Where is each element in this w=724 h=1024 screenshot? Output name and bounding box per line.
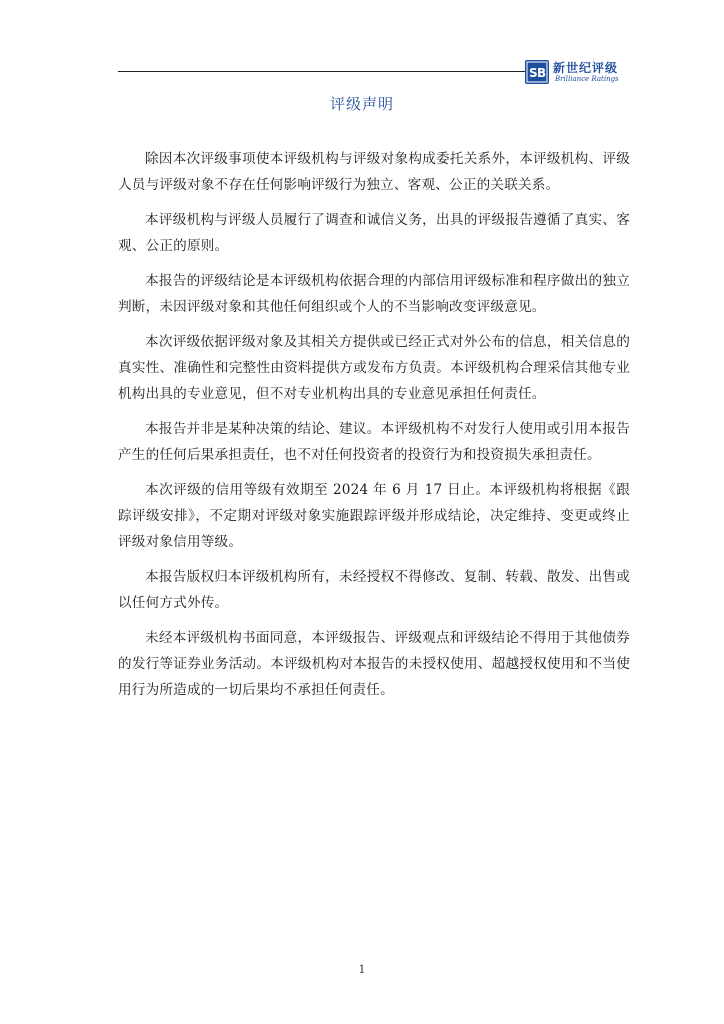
statement-paragraph-4: 本次评级依据评级对象及其相关方提供或已经正式对外公布的信息，相关信息的真实性、准确性和完整性由资料提供方或发布方负责。本评级机构合理采信其他专业机构出具的专业意见，但不对专业机构出具的专业意见承担任何责任。 [118,334,630,402]
statement-paragraph-3: 本报告的评级结论是本评级机构依据合理的内部信用评级标准和程序做出的独立判断，未因评级对象和其他任何组织或个人的不当影响改变评级意见。 [118,273,630,315]
svg-text:S: S [529,66,538,80]
header-divider [118,71,526,72]
company-logo [525,58,635,88]
statement-paragraph-2: 本评级机构与评级人员履行了调查和诚信义务，出具的评级报告遵循了真实、客观、公正的原则。 [118,212,630,254]
statement-paragraph-8: 未经本评级机构书面同意，本评级报告、评级观点和评级结论不得用于其他债券的发行等证券业务活动。本评级机构对本报告的未授权使用、超越授权使用和不当使用行为所造成的一切后果均不承担任何责任。 [118,630,630,698]
brilliance-ratings-sb-logo-icon [525,60,549,84]
statement-paragraph-1: 除因本次评级事项使本评级机构与评级对象构成委托关系外，本评级机构、评级人员与评级对象不存在任何影响评级行为独立、客观、公正的关联关系。 [118,151,630,193]
logo-name-chinese: 新世纪评级 [553,61,619,75]
svg-text:B: B [537,66,547,80]
statement-paragraph-6: 本次评级的信用等级有效期至 2024 年 6 月 17 日止。本评级机构将根据《跟踪评级安排》，不定期对评级对象实施跟踪评级并形成结论，决定维持、变更或终止评级对象信用等级。 [118,482,630,550]
page-number: 1 [358,963,366,976]
statement-paragraph-7: 本报告版权归本评级机构所有，未经授权不得修改、复制、转载、散发、出售或以任何方式外传。 [118,569,630,611]
logo-name-english: Brilliance Ratings [555,75,619,83]
page-title: 评级声明 [329,95,394,113]
statement-paragraph-5: 本报告并非是某种决策的结论、建议。本评级机构不对发行人使用或引用本报告产生的任何后果承担责任，也不对任何投资者的投资行为和投资损失承担责任。 [118,421,630,463]
statement-body [118,146,630,712]
